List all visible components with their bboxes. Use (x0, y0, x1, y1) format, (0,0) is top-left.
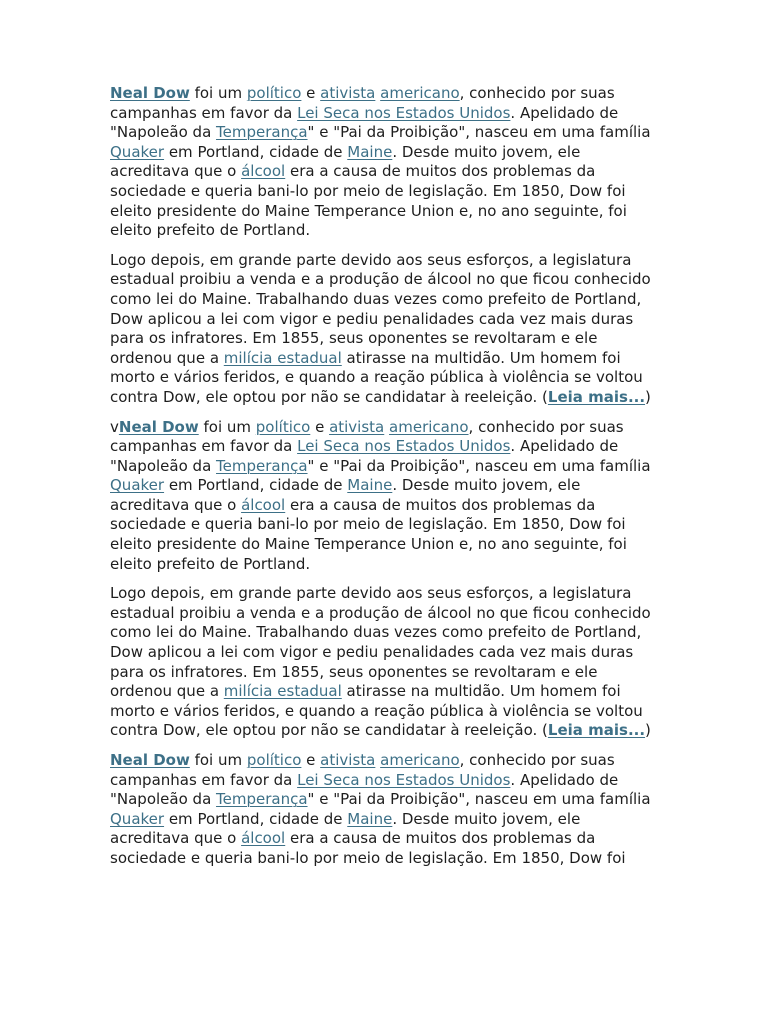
link-alcool[interactable]: álcool (241, 829, 286, 848)
link-americano[interactable]: americano (389, 417, 469, 436)
paragraph-text: atirasse na multidão. Um homem foi morto e vários feridos, e quando a reação pública à violência se voltou contra Dow, ele optou por não se candidatar à reeleição. ( (110, 348, 643, 406)
paragraph (110, 584, 662, 741)
link-temperanca[interactable]: Temperança (216, 456, 308, 475)
link-maine[interactable]: Maine (347, 809, 393, 828)
paragraph-text: foi um (189, 751, 247, 769)
paragraph-text: . Apelidado de "Napoleão da (110, 437, 619, 475)
paragraph-text: " e "Pai da Proibição", nasceu em uma família (307, 790, 651, 809)
paragraph-text: atirasse na multidão. Um homem foi morto e vários feridos, e quando a reação pública à violência se voltou contra Dow, ele optou por não se candidatar à reeleição. ( (110, 682, 643, 740)
paragraph-text: foi um (198, 417, 256, 436)
paragraph-text: , conhecido por suas campanhas em favor da (110, 417, 624, 456)
paragraph-text: em Portland, cidade de (164, 809, 348, 828)
paragraph-text: e (301, 84, 321, 102)
link-quaker[interactable]: Quaker (110, 476, 165, 495)
link-maine[interactable]: Maine (347, 142, 393, 161)
paragraph-text: Logo depois, em grande parte devido aos seus esforços, a legislatura estadual proibiu a venda e a produção de álcool no que ficou conhecido como lei do Maine. Trabalhando duas vezes como prefeito de Portland, Dow aplicou a lei com vigor e pediu penalidades cada vez mais duras para os infratores. Em 1855, seus oponentes se revoltaram e ele ordenou que a (110, 584, 651, 701)
link-temperanca[interactable]: Temperança (216, 123, 308, 142)
link-ativista[interactable]: ativista (320, 84, 376, 102)
paragraph-text: era a causa de muitos dos problemas da sociedade e queria bani-lo por meio de legislação. Em 1850, Dow foi (110, 829, 626, 867)
paragraph (110, 418, 662, 575)
paragraph-text: , conhecido por suas campanhas em favor da (110, 84, 615, 122)
paragraph-text: e (301, 751, 321, 769)
paragraph (110, 751, 662, 869)
paragraph-text: foi um (189, 84, 247, 102)
paragraph-text: " e "Pai da Proibição", nasceu em uma família (307, 123, 651, 142)
link-politico[interactable]: político (246, 84, 302, 102)
link-lei-seca[interactable]: Lei Seca nos Estados Unidos (297, 770, 511, 789)
link-neal-dow[interactable]: Neal Dow (118, 417, 199, 436)
link-leia-mais[interactable]: Leia mais... (547, 721, 646, 740)
link-neal-dow[interactable]: Neal Dow (110, 84, 190, 102)
paragraph-text: . Desde muito jovem, ele acreditava que o (110, 142, 581, 181)
paragraph-text: Logo depois, em grande parte devido aos seus esforços, a legislatura estadual proibiu a venda e a produção de álcool no que ficou conhecido como lei do Maine. Trabalhando duas vezes como prefeito de Portland, Dow aplicou a lei com vigor e pediu penalidades cada vez mais duras para os infratores. Em 1855, seus oponentes se revoltaram e ele ordenou que a (110, 250, 651, 367)
link-alcool[interactable]: álcool (241, 495, 286, 514)
document-body (110, 84, 662, 909)
link-milicia-estadual[interactable]: milícia estadual (223, 348, 342, 367)
paragraph-text: em Portland, cidade de (164, 476, 348, 495)
paragraph-text: era a causa de muitos dos problemas da sociedade e queria bani-lo por meio de legislação. Em 1850, Dow foi eleito presidente do Maine Temperance Union e, no ano seguinte, foi eleito prefeito de Portland. (110, 162, 627, 240)
paragraph (110, 84, 662, 241)
paragraph-text: . Apelidado de "Napoleão da (110, 103, 619, 142)
paragraph-text: em Portland, cidade de (164, 142, 348, 161)
link-quaker[interactable]: Quaker (110, 809, 165, 828)
paragraph-text: ) (645, 721, 651, 740)
link-maine[interactable]: Maine (347, 476, 393, 495)
link-politico[interactable]: político (255, 417, 311, 436)
link-temperanca[interactable]: Temperança (216, 790, 308, 809)
paragraph-text: " e "Pai da Proibição", nasceu em uma família (307, 456, 651, 475)
link-ativista[interactable]: ativista (320, 751, 376, 769)
paragraph (110, 251, 662, 408)
link-quaker[interactable]: Quaker (110, 142, 165, 161)
paragraph-text: e (310, 417, 330, 436)
link-politico[interactable]: político (246, 751, 302, 769)
link-lei-seca[interactable]: Lei Seca nos Estados Unidos (297, 437, 511, 456)
link-leia-mais[interactable]: Leia mais... (547, 387, 646, 406)
paragraph-text: era a causa de muitos dos problemas da sociedade e queria bani-lo por meio de legislação. Em 1850, Dow foi eleito presidente do Maine Temperance Union e, no ano seguinte, foi eleito prefeito de Portland. (110, 495, 627, 573)
paragraph-text: . Apelidado de "Napoleão da (110, 770, 619, 809)
link-neal-dow[interactable]: Neal Dow (110, 751, 190, 769)
link-lei-seca[interactable]: Lei Seca nos Estados Unidos (297, 103, 511, 122)
paragraph-text: . Desde muito jovem, ele acreditava que o (110, 809, 581, 848)
link-alcool[interactable]: álcool (241, 162, 286, 181)
link-ativista[interactable]: ativista (329, 417, 385, 436)
paragraph-text: v (110, 417, 119, 436)
link-americano[interactable]: americano (380, 751, 460, 769)
link-americano[interactable]: americano (380, 84, 460, 102)
link-milicia-estadual[interactable]: milícia estadual (223, 682, 342, 701)
paragraph-text: . Desde muito jovem, ele acreditava que o (110, 476, 581, 514)
paragraph-text: ) (645, 387, 651, 406)
paragraph-text: , conhecido por suas campanhas em favor da (110, 751, 615, 789)
